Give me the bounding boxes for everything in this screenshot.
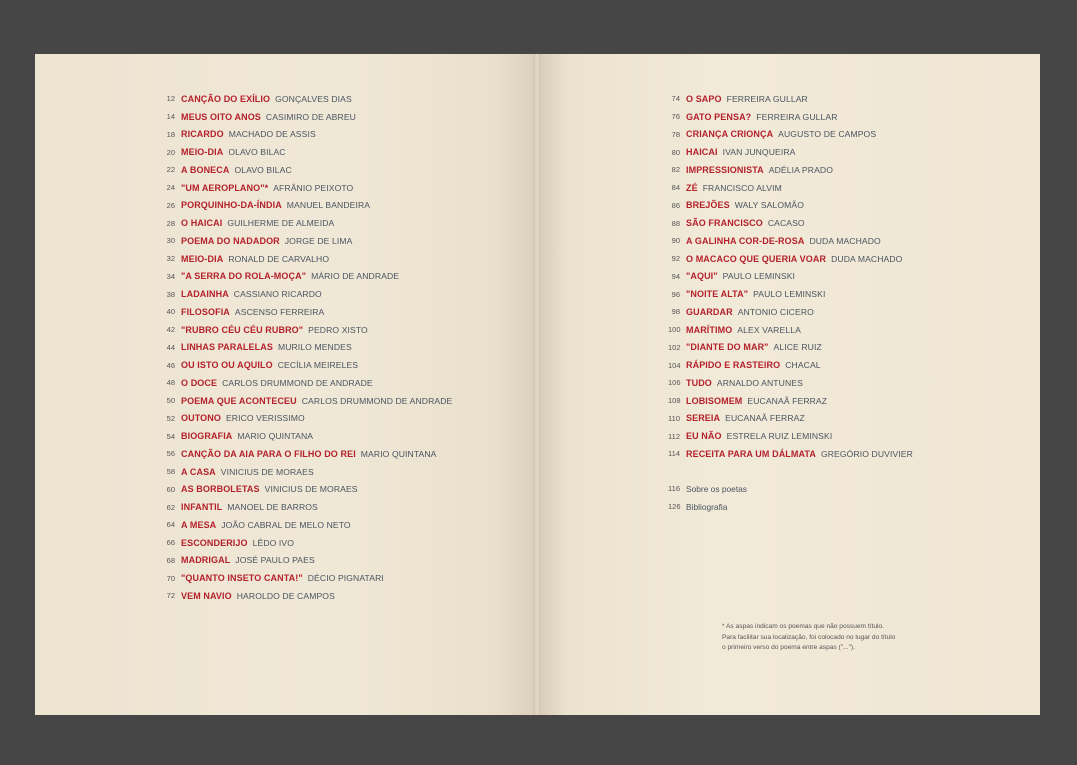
poem-title: A MESA [181, 519, 217, 530]
toc-entry [163, 463, 452, 481]
page-number: 90 [671, 236, 680, 246]
toc-entry [163, 321, 452, 339]
toc-entry [163, 445, 452, 463]
poet-name: RONALD DE CARVALHO [228, 253, 330, 264]
toc-entry [668, 339, 913, 357]
toc-entry [163, 179, 452, 197]
poem-title: O HAICAI [181, 218, 223, 229]
page-number: 102 [668, 342, 681, 352]
toc-entry [668, 356, 913, 374]
poet-name: MARIO QUINTANA [360, 448, 437, 459]
page-number: 18 [166, 129, 175, 139]
toc-entry [668, 197, 913, 215]
poet-name: EUCANAÃ FERRAZ [747, 395, 828, 406]
poet-name: HAROLDO DE CAMPOS [236, 590, 335, 601]
poem-title: "UM AEROPLANO"* [181, 182, 269, 193]
toc-entry [163, 392, 452, 410]
toc-entry [668, 179, 913, 197]
poet-name: JORGE DE LIMA [284, 235, 353, 246]
page-number: 94 [671, 271, 680, 281]
toc-entry [163, 569, 452, 587]
toc-entry [163, 587, 452, 605]
page-number: 28 [166, 218, 175, 228]
toc-entry [668, 161, 913, 179]
toc-entry [668, 321, 913, 339]
poem-title: BIOGRAFIA [181, 431, 233, 442]
toc-entry [668, 214, 913, 232]
poem-title: MEUS OITO ANOS [181, 111, 261, 122]
poet-name: JOSÉ PAULO PAES [235, 555, 315, 566]
poem-title: OUTONO [181, 413, 221, 424]
toc-entry [668, 250, 913, 268]
page-number: 40 [166, 307, 175, 317]
poet-name: CARLOS DRUMMOND DE ANDRADE [222, 377, 373, 388]
poem-title: CANÇÃO DA AIA PARA O FILHO DO REI [181, 448, 356, 459]
page-number: 32 [166, 254, 175, 264]
toc-entry [668, 374, 913, 392]
footnote-line: Para facilitar sua localização, foi colocado no lugar do título [722, 633, 896, 641]
footnote-line: o primeiro verso do poema entre aspas ("..."). [722, 644, 855, 651]
page-number: 44 [166, 342, 175, 352]
page-number: 46 [166, 360, 175, 370]
poet-name: MARIO QUINTANA [237, 431, 314, 442]
toc-entry [163, 285, 452, 303]
page-number: 74 [671, 94, 680, 104]
book-gutter [533, 54, 541, 715]
poet-name: GUILHERME DE ALMEIDA [227, 218, 335, 229]
page-number: 126 [668, 502, 681, 512]
page-number: 96 [671, 289, 680, 299]
poet-name: OLAVO BILAC [228, 147, 286, 158]
poet-name: DUDA MACHADO [831, 253, 903, 264]
poet-name: JOÃO CABRAL DE MELO NETO [221, 519, 351, 530]
poet-name: IVAN JUNQUEIRA [722, 147, 796, 158]
page-number: 88 [671, 218, 680, 228]
poem-title: SEREIA [686, 413, 721, 424]
poet-name: PEDRO XISTO [308, 324, 368, 335]
poet-name: VINICIUS DE MORAES [220, 466, 314, 477]
poet-name: AFRÂNIO PEIXOTO [273, 182, 354, 193]
poem-title: "NOITE ALTA" [686, 289, 749, 300]
toc-entry [163, 143, 452, 161]
poet-name: OLAVO BILAC [234, 164, 292, 175]
toc-entry [163, 410, 452, 428]
page-number: 100 [668, 325, 681, 335]
page-number: 72 [166, 591, 175, 601]
poet-name: ERICO VERISSIMO [225, 413, 305, 424]
toc-entry [163, 197, 452, 215]
page-number: 104 [668, 360, 681, 370]
toc-entry [163, 232, 452, 250]
poet-name: CARLOS DRUMMOND DE ANDRADE [301, 395, 453, 406]
poet-name: MACHADO DE ASSIS [228, 129, 316, 140]
poem-title: GATO PENSA? [686, 111, 752, 122]
poem-title: TUDO [686, 377, 712, 388]
toc-entry [163, 481, 452, 499]
poet-name: CASIMIRO DE ABREU [265, 111, 356, 122]
page-number: 60 [166, 484, 175, 494]
poem-title: POEMA QUE ACONTECEU [181, 395, 297, 406]
toc-entry [163, 356, 452, 374]
poem-title: PORQUINHO-DA-ÍNDIA [181, 200, 282, 211]
poem-title: ESCONDERIJO [181, 537, 248, 548]
poet-name: ADÉLIA PRADO [768, 164, 833, 175]
poet-name: ASCENSO FERREIRA [234, 306, 325, 317]
page-number: 92 [671, 254, 680, 264]
poem-title: A GALINHA COR-DE-ROSA [686, 235, 805, 246]
page-number: 78 [671, 129, 680, 139]
page-number: 12 [166, 94, 175, 104]
section-label: Sobre os poetas [686, 483, 747, 494]
page-number: 56 [166, 449, 175, 459]
toc-entry [668, 108, 913, 126]
page-number: 110 [668, 413, 680, 423]
page-number: 112 [668, 431, 680, 441]
toc-entry [163, 516, 452, 534]
toc-entry [668, 285, 913, 303]
toc-entry [163, 161, 452, 179]
poem-title: "QUANTO INSETO CANTA!" [181, 573, 303, 584]
poem-title: LINHAS PARALELAS [181, 342, 273, 353]
poem-title: ZÉ [686, 182, 698, 193]
poem-title: CANÇÃO DO EXÍLIO [181, 93, 271, 104]
page-number: 70 [166, 573, 175, 583]
page-number: 114 [668, 449, 680, 459]
poet-name: GREGÓRIO DUVIVIER [820, 448, 913, 459]
page-number: 98 [671, 307, 680, 317]
toc-entry [163, 552, 452, 570]
page-number: 30 [166, 236, 175, 246]
poet-name: LÊDO IVO [252, 537, 295, 548]
poem-title: IMPRESSIONISTA [686, 164, 764, 175]
poem-title: BREJÕES [686, 200, 730, 211]
page-number: 22 [166, 165, 175, 175]
toc-entry [163, 427, 452, 445]
page-number: 58 [166, 467, 175, 477]
toc-entry [163, 214, 452, 232]
poet-name: MURILO MENDES [277, 342, 352, 353]
poem-title: O MACACO QUE QUERIA VOAR [686, 253, 827, 264]
page-number: 106 [668, 378, 681, 388]
poet-name: FERREIRA GULLAR [726, 93, 808, 104]
footnote-line: * As aspas indicam os poemas que não possuem título. [722, 623, 885, 630]
page-number: 52 [166, 413, 175, 423]
poem-title: "RUBRO CÉU CÉU RUBRO" [181, 324, 304, 335]
poet-name: CACASO [767, 218, 805, 229]
toc-extra-entry [668, 480, 747, 498]
poet-name: CASSIANO RICARDO [233, 289, 322, 300]
poem-title: HAICAI [686, 147, 718, 158]
poem-title: OU ISTO OU AQUILO [181, 360, 273, 371]
page-number: 34 [166, 271, 175, 281]
poet-name: DUDA MACHADO [809, 235, 881, 246]
toc-extra-entry [668, 498, 747, 516]
poet-name: PAULO LEMINSKI [722, 271, 796, 282]
poet-name: CHACAL [785, 360, 821, 371]
poet-name: ALEX VARELLA [737, 324, 801, 335]
page-number: 80 [671, 147, 680, 157]
poem-title: LADAINHA [181, 289, 229, 300]
poem-title: INFANTIL [181, 502, 223, 513]
poem-title: MEIO-DIA [181, 147, 224, 158]
toc-entry [163, 374, 452, 392]
poet-name: FRANCISCO ALVIM [702, 182, 782, 193]
page-number: 14 [166, 112, 175, 122]
poet-name: ANTONIO CICERO [737, 306, 814, 317]
page-number: 20 [166, 147, 175, 157]
page-number: 116 [668, 484, 680, 494]
poem-title: "A SERRA DO ROLA-MOÇA" [181, 271, 307, 282]
poem-title: EU NÃO [686, 431, 722, 442]
page-number: 66 [166, 538, 175, 548]
toc-entry [163, 126, 452, 144]
poem-title: "AQUI" [686, 271, 718, 282]
toc-entry [668, 268, 913, 286]
page-number: 64 [166, 520, 175, 530]
toc-entry [668, 410, 913, 428]
poem-title: "DIANTE DO MAR" [686, 342, 769, 353]
toc-entry [668, 445, 913, 463]
page-number: 38 [166, 289, 175, 299]
page-number: 108 [668, 396, 681, 406]
toc-entry [668, 90, 913, 108]
poet-name: VINICIUS DE MORAES [264, 484, 358, 495]
page-number: 84 [671, 183, 680, 193]
poem-title: LOBISOMEM [686, 395, 743, 406]
toc-entry [163, 90, 452, 108]
page-number: 86 [671, 200, 680, 210]
page-number: 48 [166, 378, 175, 388]
page-number: 26 [166, 200, 175, 210]
poem-title: RÁPIDO E RASTEIRO [686, 360, 781, 371]
poet-name: MANUEL BANDEIRA [286, 200, 371, 211]
poem-title: SÃO FRANCISCO [686, 218, 763, 229]
toc-entry [163, 534, 452, 552]
page-number: 50 [166, 396, 175, 406]
poem-title: A BONECA [181, 164, 230, 175]
toc-entry [668, 232, 913, 250]
poet-name: MANOEL DE BARROS [227, 502, 318, 513]
poem-title: CRIANÇA CRIONÇA [686, 129, 774, 140]
toc-entry [668, 303, 913, 321]
poet-name: AUGUSTO DE CAMPOS [778, 129, 877, 140]
toc-left-column [163, 90, 452, 605]
poem-title: AS BORBOLETAS [181, 484, 260, 495]
poet-name: FERREIRA GULLAR [756, 111, 838, 122]
page-number: 24 [166, 183, 175, 193]
toc-entry [668, 143, 913, 161]
poet-name: WALY SALOMÃO [734, 200, 805, 211]
toc-entry [163, 303, 452, 321]
poem-title: A CASA [181, 466, 216, 477]
page-number: 76 [671, 112, 680, 122]
toc-entry [668, 126, 913, 144]
toc-entry [163, 268, 452, 286]
section-label: Bibliografia [686, 501, 728, 512]
poem-title: GUARDAR [686, 306, 733, 317]
poet-name: GONÇALVES DIAS [275, 93, 352, 104]
poem-title: VEM NAVIO [181, 590, 232, 601]
page-number: 42 [166, 325, 175, 335]
poet-name: PAULO LEMINSKI [753, 289, 826, 300]
poem-title: FILOSOFIA [181, 306, 230, 317]
poet-name: DÉCIO PIGNATARI [307, 573, 384, 584]
poem-title: O DOCE [181, 377, 218, 388]
poem-title: MARÍTIMO [686, 324, 733, 335]
poet-name: ALICE RUIZ [773, 342, 822, 353]
footnote [722, 622, 922, 654]
toc-entry [668, 427, 913, 445]
toc-entry [163, 498, 452, 516]
toc-extras [668, 480, 747, 516]
poem-title: MEIO-DIA [181, 253, 224, 264]
page-number: 68 [166, 555, 175, 565]
poet-name: CECÍLIA MEIRELES [277, 360, 359, 371]
poem-title: O SAPO [686, 93, 722, 104]
poem-title: RECEITA PARA UM DÁLMATA [686, 448, 816, 459]
page-number: 62 [166, 502, 175, 512]
page-number: 82 [671, 165, 680, 175]
poet-name: ARNALDO ANTUNES [716, 377, 803, 388]
poem-title: RICARDO [181, 129, 224, 140]
page-number: 54 [166, 431, 175, 441]
toc-entry [163, 250, 452, 268]
poet-name: EUCANAÃ FERRAZ [725, 413, 805, 424]
poem-title: MADRIGAL [181, 555, 231, 566]
poem-title: POEMA DO NADADOR [181, 235, 280, 246]
poet-name: ESTRELA RUIZ LEMINSKI [726, 431, 833, 442]
toc-entry [668, 392, 913, 410]
toc-entry [163, 339, 452, 357]
toc-entry [163, 108, 452, 126]
poet-name: MÁRIO DE ANDRADE [311, 271, 400, 282]
toc-right-column [668, 90, 913, 463]
